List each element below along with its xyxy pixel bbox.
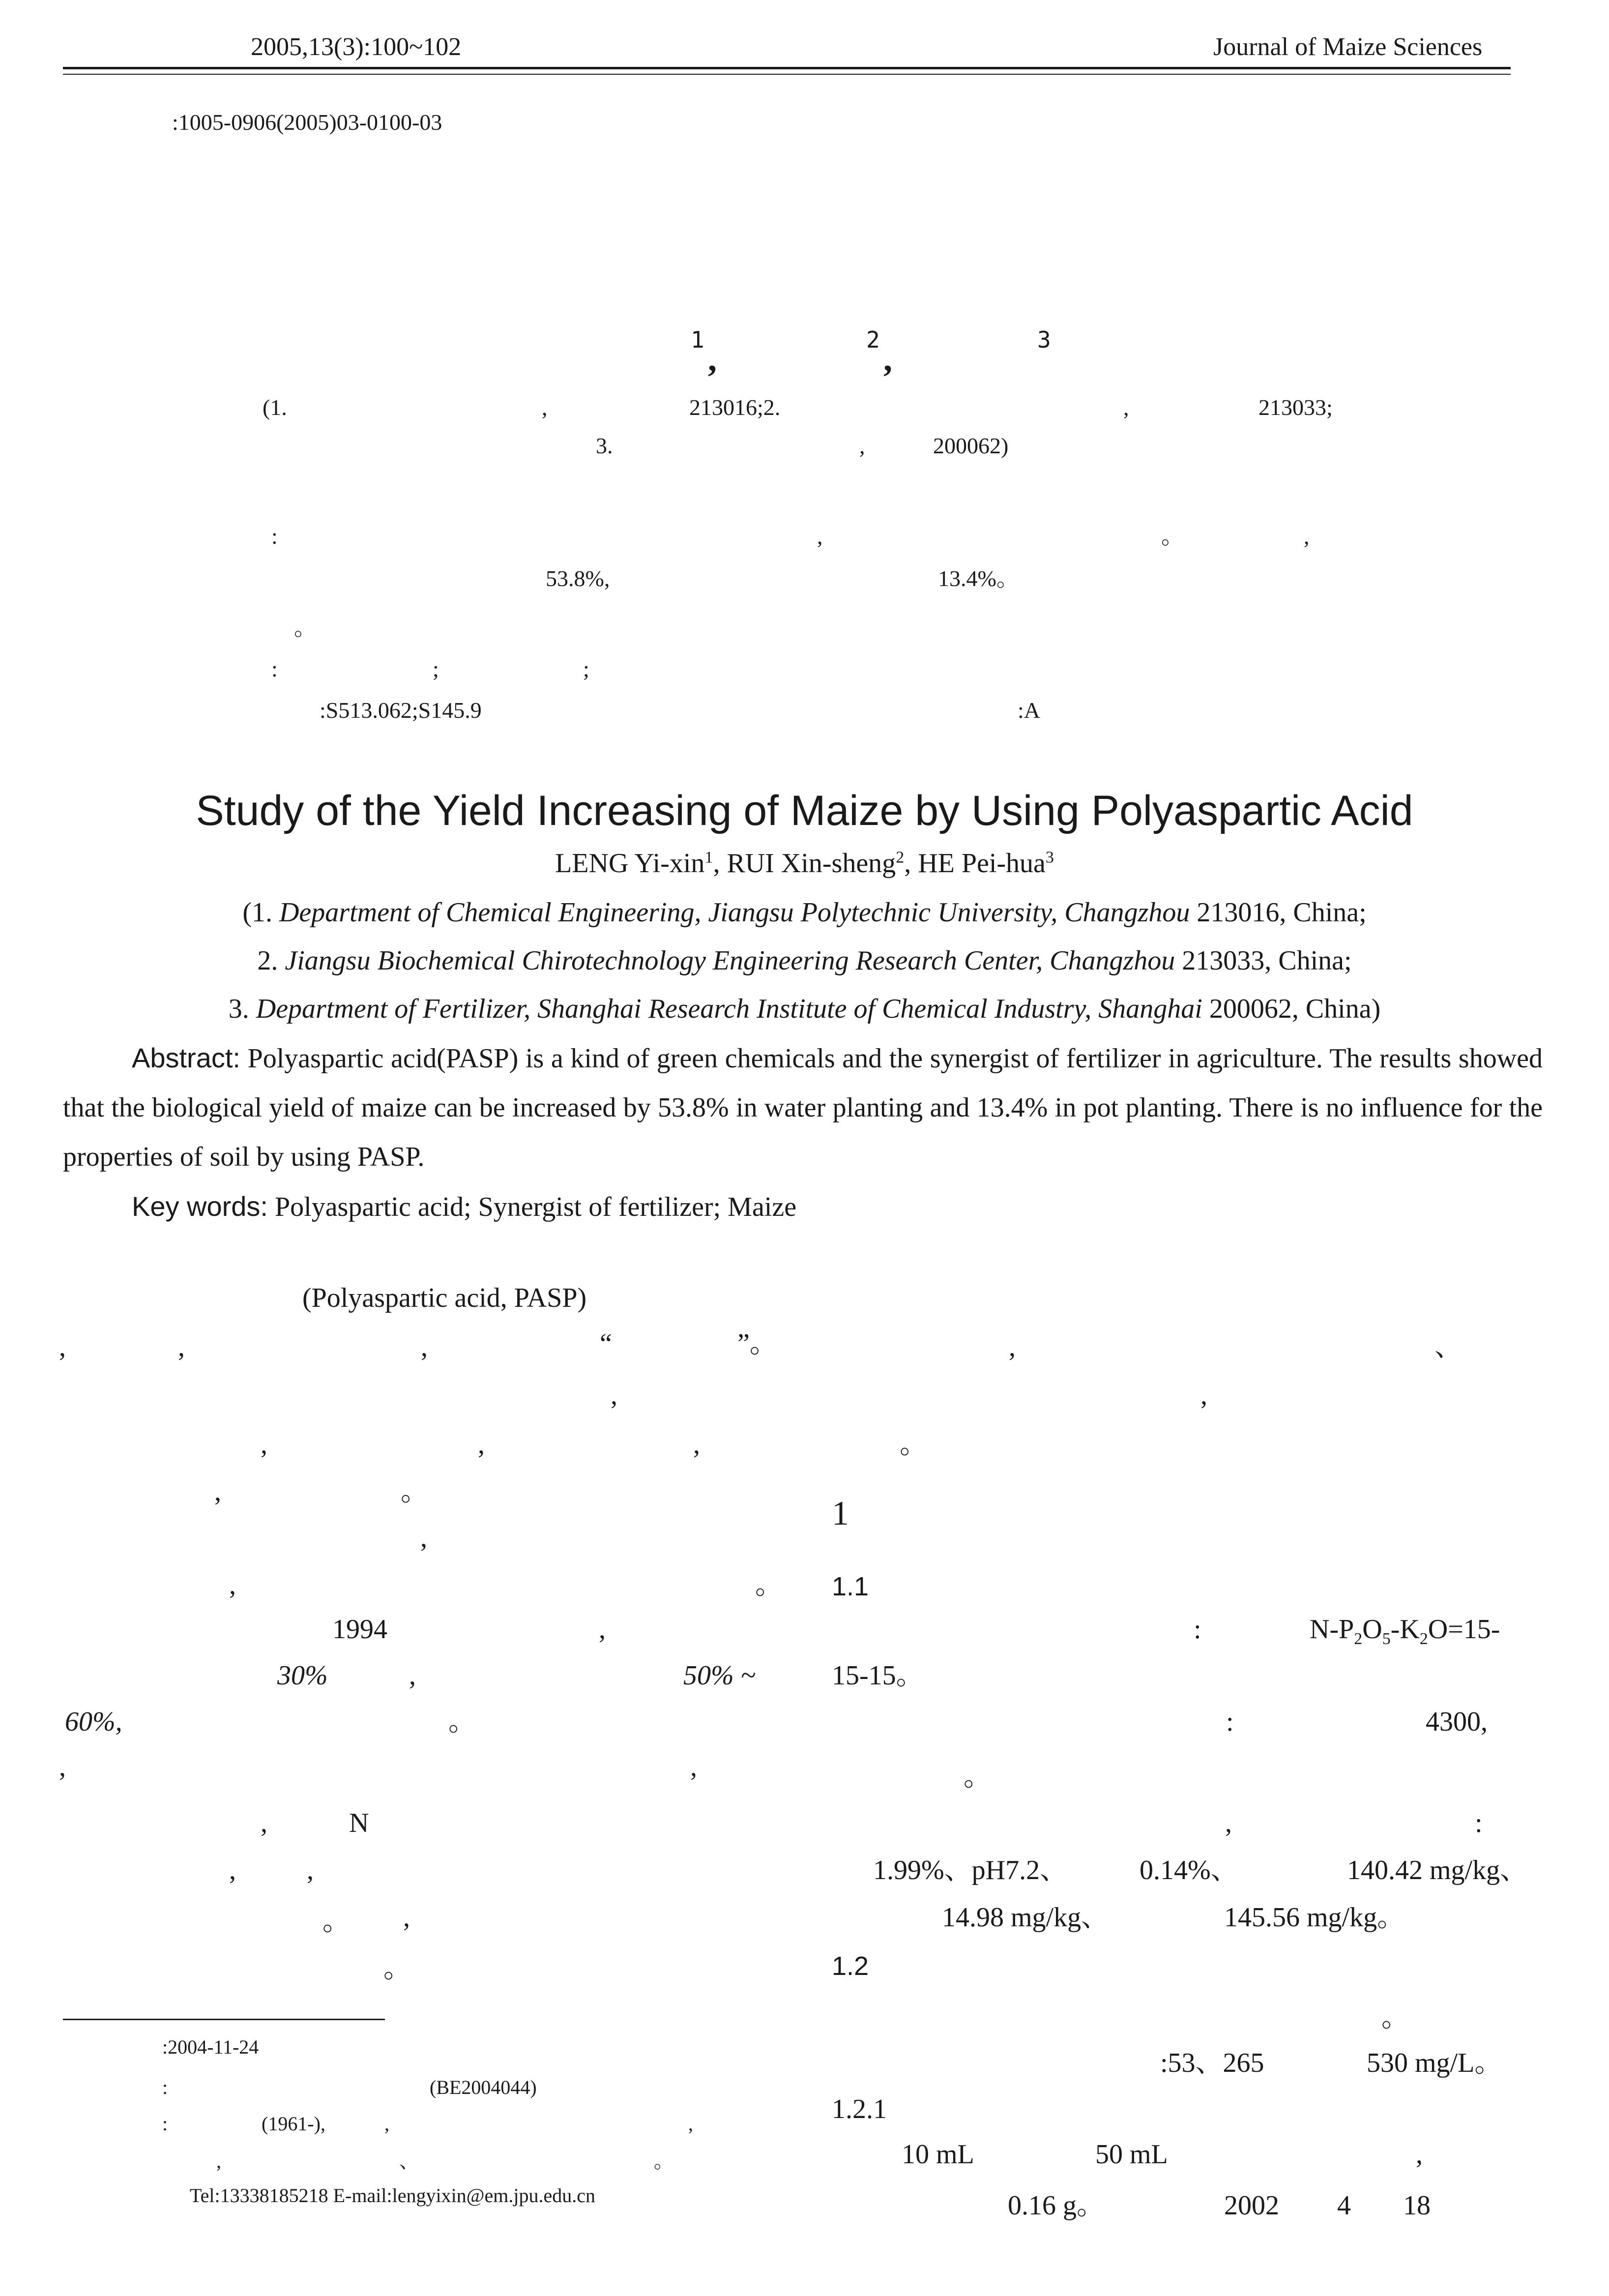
en-affil2-pre: 2.: [257, 945, 285, 976]
footnote-fund-colon: :: [162, 2076, 168, 2098]
subsection-1-2-1: 1.2.1: [832, 2094, 887, 2124]
body-right-r2: 15-15。: [832, 1660, 924, 1691]
en-affil1-name: Department of Chemical Engineering, Jiangsu Polytechnic University, Changzhou: [279, 897, 1190, 928]
body-right-r10b: 50 mL: [1095, 2139, 1168, 2170]
body-left-l10a: 60%,: [65, 1707, 122, 1737]
body-left-l4a: ,: [261, 1429, 267, 1460]
en-title: Study of the Yield Increasing of Maize by Using Polyaspartic Acid: [196, 787, 1413, 834]
footnote-author-c2: ,: [688, 2113, 693, 2135]
body-left-l7a: ,: [229, 1570, 236, 1600]
footnote-line4b: 、: [399, 2150, 419, 2172]
cn-author-sup-2: 2: [866, 326, 880, 353]
body-left-l2c: ,: [421, 1332, 428, 1362]
cn-affil-6: 3.: [596, 433, 613, 458]
en-author-1-sup: 1: [704, 848, 713, 867]
article-number: :1005-0906(2005)03-0100-03: [172, 110, 442, 135]
body-right-r6b: 0.14%、: [1140, 1855, 1238, 1885]
footnote-line4c: 。: [654, 2150, 673, 2172]
cn-author-sup-1: 1: [691, 326, 704, 353]
cn-abstract-value-2: 13.4%。: [938, 566, 1019, 591]
body-left-l4c: ,: [693, 1429, 700, 1460]
body-right-l3b: ,: [1200, 1380, 1207, 1411]
body-right-r5a: ,: [1225, 1808, 1232, 1838]
en-affiliation-2: [0, 947, 1609, 974]
body-left-l12a: ,: [261, 1808, 267, 1838]
body-right-r9a: :53、265: [1160, 2048, 1264, 2078]
body-right-r10a: 10 mL: [902, 2139, 974, 2170]
cn-author-sup-3: 3: [1037, 326, 1051, 353]
body-right-r10c: ,: [1416, 2139, 1423, 2170]
subsection-1-2: 1.2: [832, 1951, 869, 1981]
en-affil2-post: 213033, China;: [1175, 945, 1352, 976]
body-left-l11b: ,: [690, 1752, 697, 1782]
body-right-r6c: 140.42 mg/kg、: [1347, 1855, 1528, 1885]
en-abstract-text: Polyaspartic acid(PASP) is a kind of green chemicals and the synergist of fertilizer in agriculture. The results showed that the biological yield of maize can be increased by 53.8% in water planting and 13.4% in pot planting. There is no influence for the properties of soil by using PASP.: [63, 1043, 1543, 1172]
footnote-rule: [63, 2019, 385, 2020]
en-affil3-name: Department of Fertilizer, Shanghai Research Institute of Chemical Industry, Shanghai: [256, 994, 1202, 1024]
body-right-r11d: 18: [1403, 2190, 1431, 2221]
en-authors: LENG Yi-xin$^1$, RUI Xin-sheng$^2$, HE Pei-hua$^3$: [555, 848, 1054, 879]
body-right-formula: [1310, 1614, 1500, 1648]
cn-abstract-p3: ,: [1304, 524, 1310, 549]
body-left-l8b: ,: [599, 1614, 606, 1645]
body-left-l2b: ,: [178, 1332, 185, 1362]
body-right-r3b: 4300,: [1426, 1707, 1488, 1737]
en-affil1-post: 213016, China;: [1190, 897, 1367, 928]
body-left-l13b: ,: [307, 1855, 314, 1885]
body-right-r5b: :: [1475, 1808, 1483, 1838]
en-affil3-post: 200062, China): [1202, 994, 1381, 1024]
cn-keywords-sep-1: ;: [433, 656, 439, 681]
header-rule-thin: [63, 74, 1511, 75]
header-journal: Journal of Maize Sciences: [1213, 33, 1483, 61]
body-left-l4d: 。: [900, 1429, 927, 1460]
body-left-l11a: ,: [59, 1752, 66, 1782]
cn-abstract-end: 。: [294, 615, 317, 640]
en-abstract-label: Abstract:: [132, 1042, 240, 1073]
en-author-3: HE Pei-hua: [918, 848, 1046, 879]
formula-sub-2b: 2: [1419, 1630, 1428, 1648]
footnote-received: :2004-11-24: [162, 2036, 259, 2058]
body-left-l9a: 30%: [277, 1660, 328, 1691]
cn-affil-1: (1.: [263, 395, 287, 420]
cn-affil-4: ,: [1123, 395, 1129, 420]
body-right-r11a: 0.16 g。: [1008, 2190, 1104, 2221]
body-right-r11c: 4: [1337, 2190, 1351, 2221]
body-left-l8a: 1994: [332, 1614, 387, 1645]
body-right-r6a: 1.99%、pH7.2、: [873, 1855, 1068, 1885]
body-right-r7a: 14.98 mg/kg、: [942, 1902, 1109, 1933]
cn-keywords-colon: :: [271, 656, 278, 681]
cn-clc-number: :S513.062;S145.9: [320, 698, 482, 723]
body-right-l2g: 、: [1434, 1332, 1462, 1362]
en-affil3-pre: 3.: [228, 994, 256, 1024]
body-left-l2a: ,: [59, 1332, 66, 1362]
cn-document-code: :A: [1018, 698, 1040, 723]
footnote-fund: (BE2004044): [430, 2076, 537, 2098]
formula-n-p: N-P: [1310, 1614, 1354, 1645]
body-left-l9c: 50% ~: [683, 1660, 756, 1691]
body-left-l15a: 。: [383, 1953, 411, 1984]
formula-sub-2: 2: [1354, 1630, 1363, 1648]
cn-author-comma-1: ,: [708, 339, 717, 379]
body-right-r4: 。: [964, 1762, 991, 1792]
cn-affil-8: 200062): [933, 433, 1009, 458]
en-author-1: LENG Yi-xin: [555, 848, 705, 879]
en-affil1-pre: (1.: [242, 897, 279, 928]
body-left-l9b: ,: [409, 1660, 416, 1691]
body-right-r3a: :: [1226, 1707, 1234, 1737]
body-left-l1: (Polyaspartic acid, PASP): [302, 1283, 587, 1313]
body-left-l5b: 。: [401, 1476, 428, 1507]
footnote-author-c1: ,: [384, 2113, 389, 2135]
cn-author-comma-2: ,: [883, 339, 892, 379]
body-left-l6a: ,: [420, 1523, 427, 1553]
cn-abstract-p2: 。: [1161, 524, 1184, 549]
cn-affil-7: ,: [859, 433, 865, 458]
footnote-author: (1961-),: [262, 2113, 325, 2135]
formula-sub-5: 5: [1382, 1630, 1391, 1648]
body-right-r7b: 145.56 mg/kg。: [1224, 1902, 1405, 1933]
en-affiliation-3: [0, 995, 1609, 1023]
header-citation: 2005,13(3):100~102: [251, 33, 462, 61]
en-keywords: [63, 1182, 1543, 1232]
body-right-r9b: 530 mg/L。: [1367, 2048, 1502, 2078]
formula-tail: O=15-: [1428, 1614, 1500, 1645]
footnote-author-colon: :: [162, 2113, 168, 2135]
body-left-l5a: ,: [214, 1476, 221, 1507]
body-left-l12b: N: [349, 1808, 369, 1838]
cn-affil-2: ,: [542, 395, 548, 420]
en-author-2-sup: 2: [896, 848, 905, 867]
en-keywords-text: Polyaspartic acid; Synergist of fertilizer; Maize: [268, 1192, 797, 1222]
cn-affil-3: 213016;2.: [689, 395, 781, 420]
body-right-r11b: 2002: [1224, 2190, 1279, 2221]
formula-k: -K: [1390, 1614, 1420, 1645]
cn-affil-5: 213033;: [1258, 395, 1333, 420]
body-left-l3a: ,: [611, 1380, 617, 1411]
body-left-l10b: 。: [448, 1707, 476, 1737]
en-abstract: [63, 1033, 1543, 1181]
cn-abstract-value-1: 53.8%,: [546, 566, 610, 591]
footnote-contact: Tel:13338185218 E-mail:lengyixin@em.jpu.edu.cn: [190, 2184, 595, 2207]
body-left-l14b: ,: [403, 1902, 410, 1933]
cn-keywords-sep-2: ;: [583, 656, 589, 681]
body-right-r8: 。: [1381, 2002, 1409, 2033]
body-left-l2e: ”。: [737, 1328, 777, 1359]
en-author-3-sup: 3: [1045, 848, 1054, 867]
cn-abstract-p1: ,: [817, 524, 823, 549]
body-right-r1a: :: [1194, 1614, 1201, 1645]
header-rule-thick: [63, 67, 1511, 69]
en-keywords-label: Key words:: [132, 1191, 268, 1222]
body-left-l7b: 。: [755, 1570, 783, 1600]
en-affil2-name: Jiangsu Biochemical Chirotechnology Engineering Research Center, Changzhou: [285, 945, 1175, 976]
en-author-2: RUI Xin-sheng: [727, 848, 896, 879]
body-left-l13a: ,: [229, 1855, 236, 1885]
section-1-heading: 1: [832, 1495, 849, 1532]
body-left-l2d: “: [600, 1328, 612, 1359]
footnote-line4a: ,: [216, 2150, 221, 2172]
subsection-1-1: 1.1: [832, 1572, 869, 1601]
body-left-l4b: ,: [478, 1429, 485, 1460]
body-right-l2f: ,: [1009, 1332, 1016, 1362]
cn-abstract-colon: :: [271, 524, 278, 549]
body-left-l14a: 。: [322, 1906, 350, 1937]
formula-o: O: [1362, 1614, 1382, 1645]
en-affiliation-1: [0, 899, 1609, 926]
